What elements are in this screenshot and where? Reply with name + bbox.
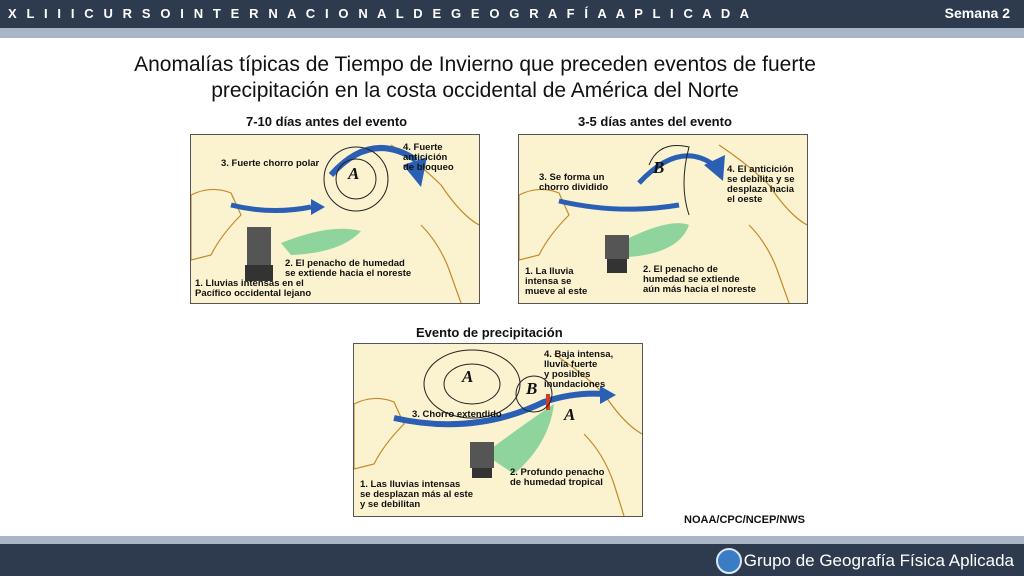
globe-logo-icon: [716, 548, 742, 574]
panel-1-map: [190, 134, 480, 304]
panel-2-label-2: 2. El penacho de humedad se extiende aún más hacia el noreste: [643, 264, 756, 295]
panel-2-map: [518, 134, 808, 304]
source-credit: NOAA/CPC/NCEP/NWS: [684, 514, 806, 526]
panel-1-label-2: 2. El penacho de humedad se extiende hacia el noreste: [285, 258, 412, 279]
panel-3-map: [353, 343, 643, 517]
high-pressure-label: A: [348, 164, 360, 183]
panel-3-label-4: 4. Baja intensa, lluvia fuerte y posibles inundaciones: [544, 349, 614, 390]
panel-1-label-3: 3. Fuerte chorro polar: [221, 158, 320, 169]
panel-3-label-2: 2. Profundo penacho de humedad tropical: [510, 467, 605, 488]
low-pressure-label: B: [653, 158, 665, 177]
week-label: Semana 2: [944, 5, 1010, 21]
slide-title: Anomalías típicas de Tiempo de Invierno que preceden eventos de fuerte precipitación en la costa occidental de América del Norte: [134, 53, 816, 102]
high-pressure-label: A: [462, 367, 474, 386]
header-stripe: [0, 28, 1024, 38]
header-bar: [0, 0, 1024, 28]
panel-1-label-4: 4. Fuerte anticición de bloqueo: [403, 142, 454, 173]
high-pressure-label-2: A: [564, 405, 576, 424]
panel-1-title: 7-10 días antes del evento: [246, 114, 408, 129]
group-name: Grupo de Geografía Física Aplicada: [743, 551, 1014, 570]
panel-2-label-3: 3. Se forma un chorro dividido: [539, 172, 609, 193]
panel-2-label-4: 4. El anticición se debilita y se desplaza hacia el oeste: [727, 164, 795, 205]
panel-3-label-3: 3. Chorro extendido: [412, 409, 502, 420]
panel-3-title: Evento de precipitación: [416, 325, 563, 340]
panel-2-title: 3-5 días antes del evento: [578, 114, 732, 129]
panel-3-label-1: 1. Las lluvias intensas se desplazan más al este y se debilitan: [360, 479, 474, 510]
panel-2-label-1: 1. La lluvia intensa se mueve al este: [525, 266, 588, 297]
panel-1-label-1: 1. Lluvias intensas en el Pacífico occidental lejano: [195, 278, 312, 299]
footer-stripe: [0, 536, 1024, 544]
course-title: X L I I I C U R S O I N T E R N A C I O N A L D E G E O G R A F Í A A P L I C A D A: [8, 6, 753, 21]
low-pressure-label: B: [526, 379, 538, 398]
footer-bar: [0, 544, 1024, 576]
